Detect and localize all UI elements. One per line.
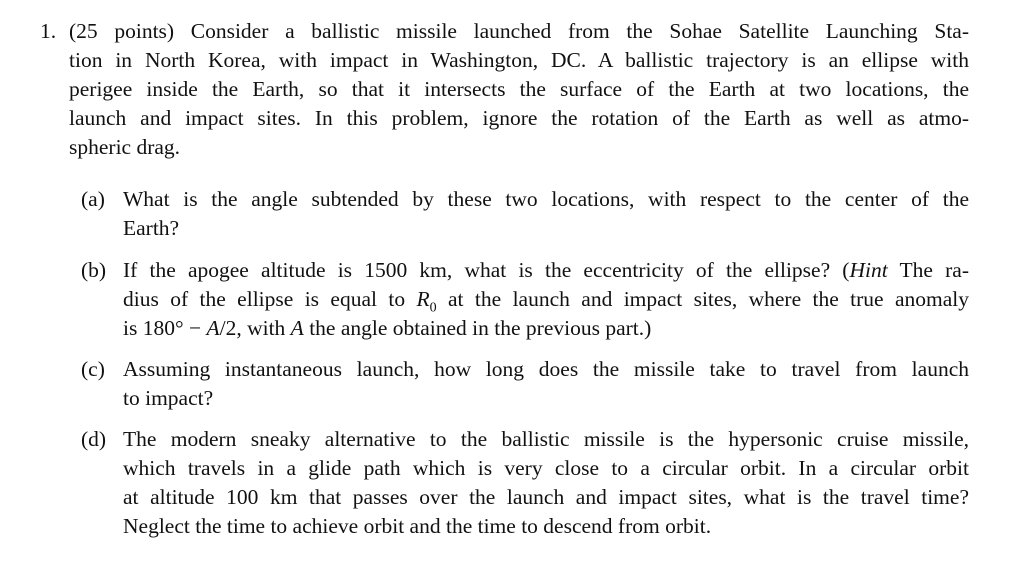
part-d-line-4: Neglect the time to achieve orbit and the time to descend from orbit. [123, 514, 712, 538]
angle-symbol: A [206, 316, 220, 340]
part-d-label: (d) [81, 427, 107, 451]
problem-line-2: tion in North Korea, with impact in Washington, DC. A ballistic trajectory is an ellipse with [69, 48, 969, 72]
part-d-line-3: at altitude 100 km that passes over the launch and impact sites, what is the travel time? [123, 485, 969, 509]
part-b-line-1-text: If the apogee altitude is 1500 km, what is the eccentricity of the ellipse? ( [123, 258, 850, 282]
part-d-line-2: which travels in a glide path which is very close to a circular orbit. In a circular orbit [123, 456, 969, 480]
problem-line-3: perigee inside the Earth, so that it intersects the surface of the Earth at two locations, the [69, 77, 969, 101]
part-a-line-1: What is the angle subtended by these two locations, with respect to the center of the [123, 187, 969, 211]
part-b-label: (b) [81, 258, 107, 282]
part-b-line-3 [123, 315, 651, 341]
part-b-line-3-end: the angle obtained in the previous part.) [303, 316, 652, 340]
part-b-line-3-mid: /2, with [219, 316, 291, 340]
problem-number: 1. [40, 19, 57, 43]
angle-symbol-2: A [290, 316, 304, 340]
problem-line-1: (25 points) Consider a ballistic missile launched from the Sohae Satellite Launching Sta- [69, 19, 969, 43]
part-a-line-2: Earth? [123, 216, 180, 240]
part-c-line-1: Assuming instantaneous launch, how long does the missile take to travel from launch [123, 357, 969, 381]
part-c-line-2: to impact? [123, 386, 214, 410]
part-c-label: (c) [81, 357, 105, 381]
part-d-line-1: The modern sneaky alternative to the ballistic missile is the hypersonic cruise missile, [123, 427, 969, 451]
problem-line-5: spheric drag. [69, 135, 181, 159]
part-b-line-2-end: at the launch and impact sites, where the true anomaly [436, 287, 969, 311]
part-a-label: (a) [81, 187, 105, 211]
hint-label: Hint [849, 258, 888, 282]
part-b-line-3-text: is 180° − [123, 316, 207, 340]
part-b-line-2-text: dius of the ellipse is equal to [123, 287, 417, 311]
problem-line-4: launch and impact sites. In this problem, ignore the rotation of the Earth as well as atmo- [69, 106, 969, 130]
radius-subscript: 0 [429, 300, 437, 316]
part-b-line-1-end: The ra- [887, 258, 969, 282]
radius-symbol: R [416, 287, 430, 311]
part-b-line-1 [123, 257, 969, 283]
